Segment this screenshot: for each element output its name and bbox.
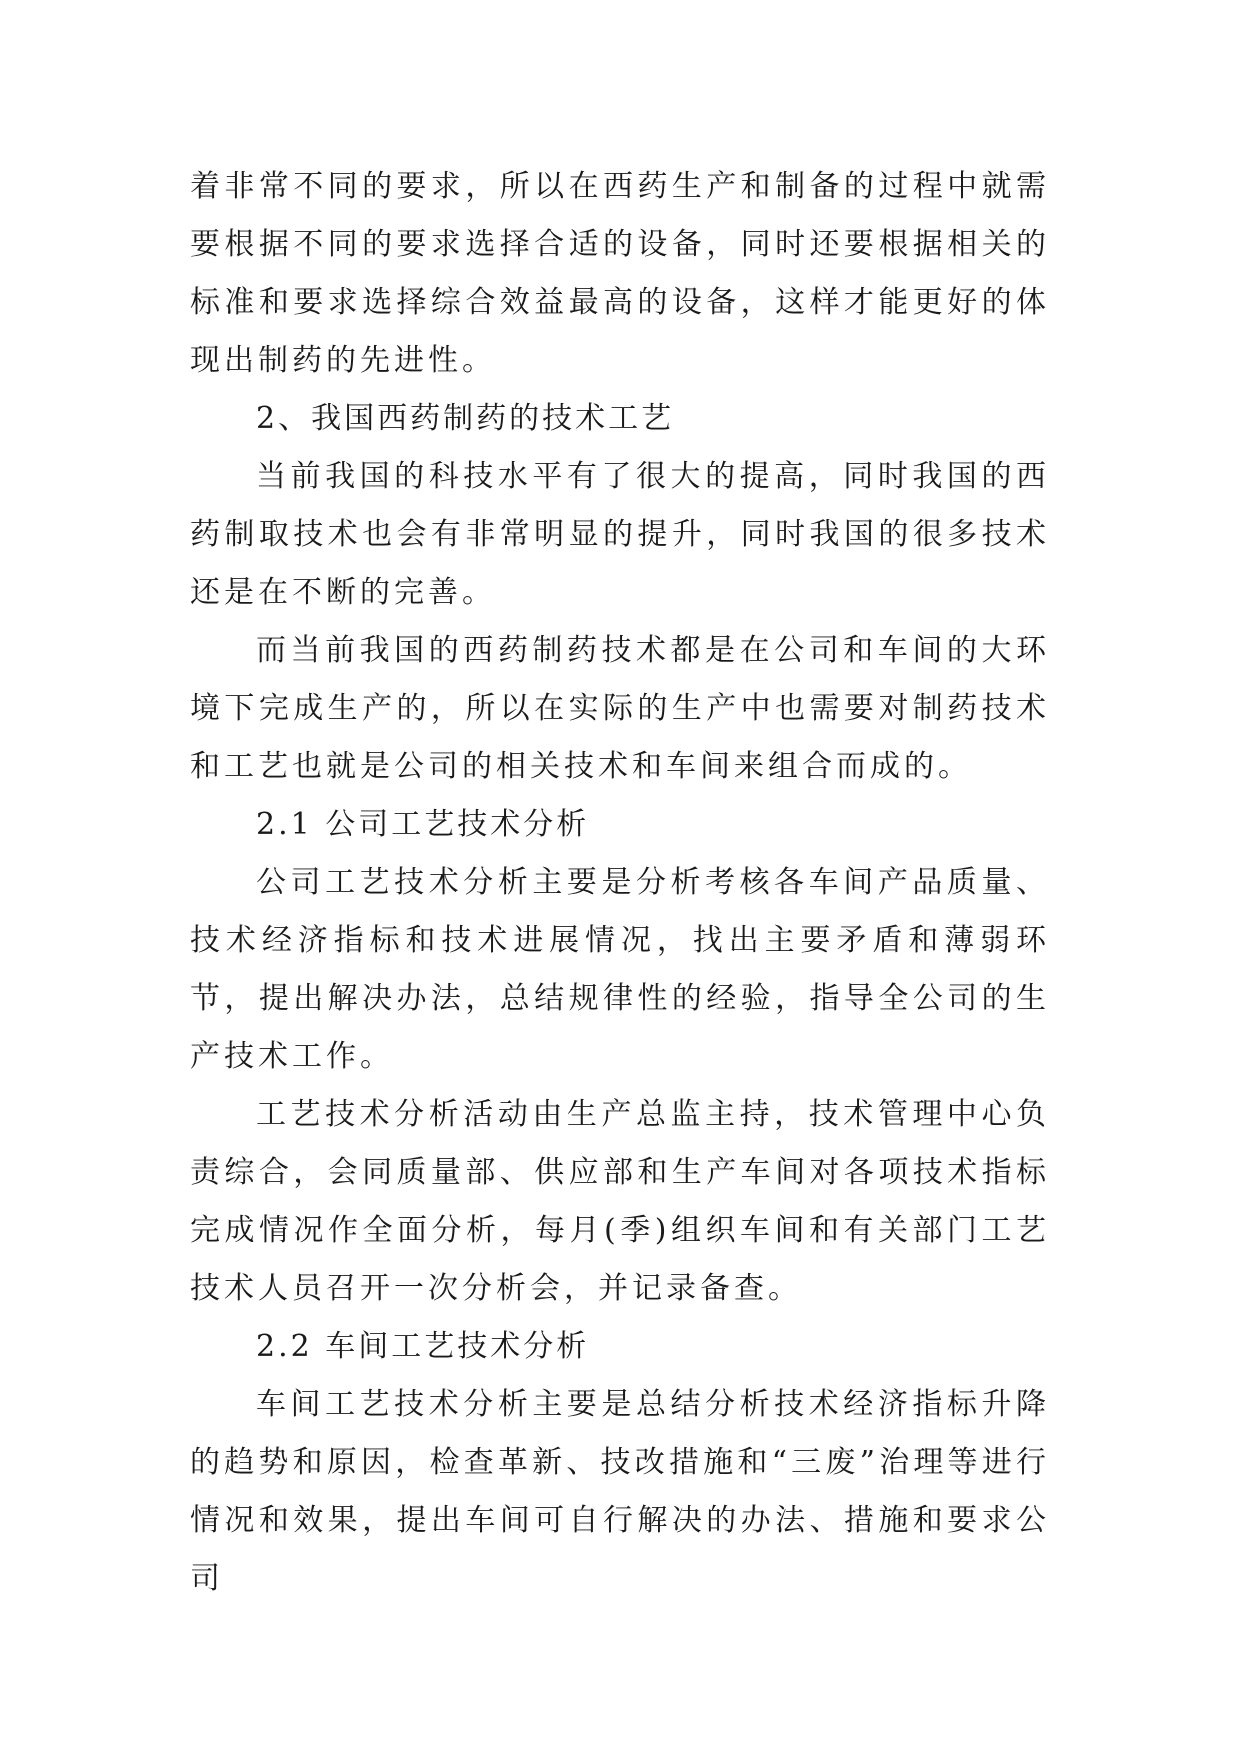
paragraph-6: 车间工艺技术分析主要是总结分析技术经济指标升降的趋势和原因，检查革新、技改措施和“三废”治理等进行情况和效果，提出车间可自行解决的办法、措施和要求公司 — [190, 1387, 1050, 1596]
section-heading-2: 2、我国西药制药的技术工艺 — [256, 401, 675, 436]
paragraph-4: 公司工艺技术分析主要是分析考核各车间产品质量、技术经济指标和技术进展情况，找出主要矛盾和薄弱环节，提出解决办法，总结规律性的经验，指导全公司的生产技术工作。 — [190, 865, 1050, 1074]
section-heading-2-2: 2.2 车间工艺技术分析 — [256, 1329, 590, 1364]
paragraph-5: 工艺技术分析活动由生产总监主持，技术管理中心负责综合，会同质量部、供应部和生产车间对各项技术指标完成情况作全面分析，每月(季)组织车间和有关部门工艺技术人员召开一次分析会，并记录备查。 — [190, 1097, 1050, 1306]
paragraph-3: 而当前我国的西药制药技术都是在公司和车间的大环境下完成生产的，所以在实际的生产中也需要对制药技术和工艺也就是公司的相关技术和车间来组合而成的。 — [190, 633, 1050, 784]
paragraph-2: 当前我国的科技水平有了很大的提高，同时我国的西药制取技术也会有非常明显的提升，同时我国的很多技术还是在不断的完善。 — [190, 459, 1050, 610]
paragraph-1: 着非常不同的要求，所以在西药生产和制备的过程中就需要根据不同的要求选择合适的设备，同时还要根据相关的标准和要求选择综合效益最高的设备，这样才能更好的体现出制药的先进性。 — [190, 169, 1050, 378]
document-page — [190, 158, 1050, 1608]
section-heading-2-1: 2.1 公司工艺技术分析 — [256, 807, 590, 842]
